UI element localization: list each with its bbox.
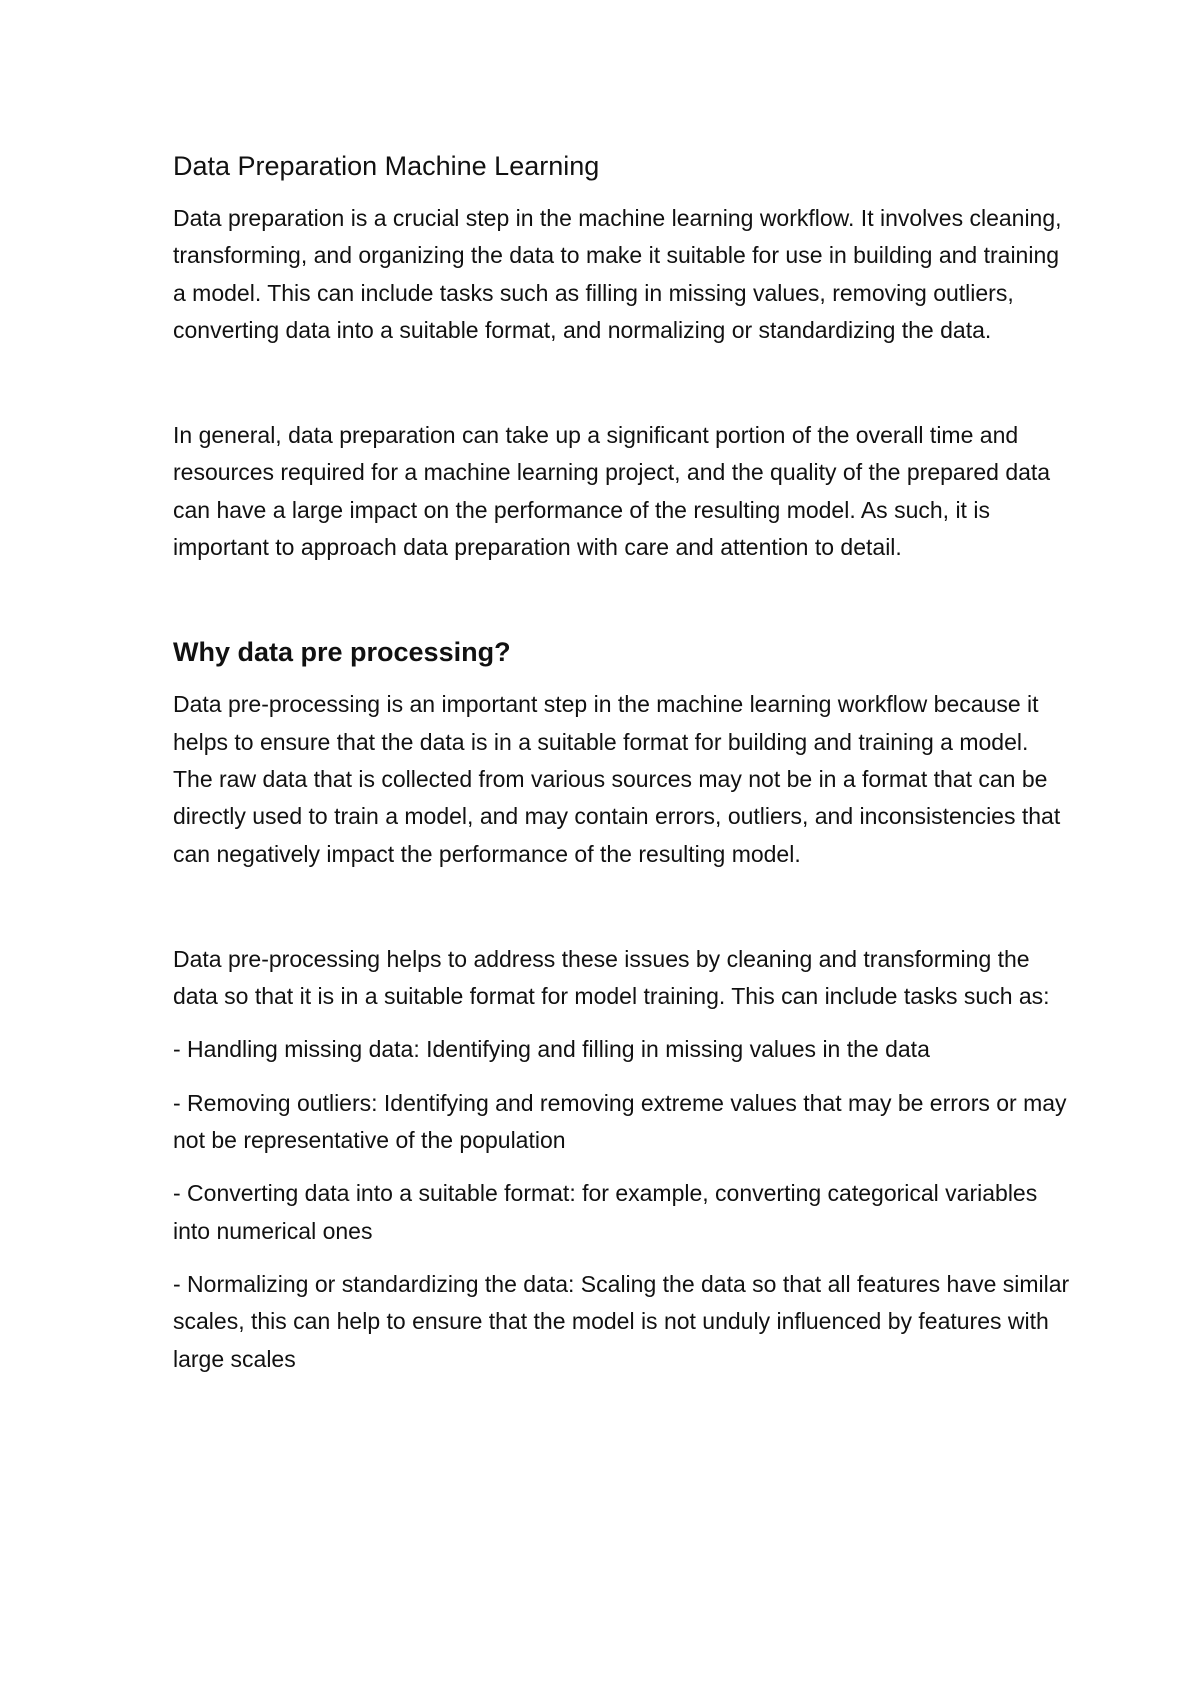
list-item: - Handling missing data: Identifying and filling in missing values in the data	[173, 1036, 930, 1063]
section-heading: Why data pre processing?	[173, 637, 511, 668]
paragraph-spacer	[173, 349, 1073, 417]
section-paragraph-2: Data pre-processing helps to address these issues by cleaning and transforming the data so that it is in a suitable format for model training. This can include tasks such as:	[173, 945, 1050, 1010]
paragraph-spacer	[173, 873, 1073, 941]
section-spacer	[173, 566, 1073, 634]
intro-paragraph-2: In general, data preparation can take up a significant portion of the overall time and resources required for a machine learning project, and the quality of the prepared data can have a large impact on the performance of the resulting model. As such, it is important to approach data preparation with care and attention to detail.	[173, 422, 1051, 561]
list-item: - Normalizing or standardizing the data: Scaling the data so that all features have similar scales, this can help to ensure that the model is not unduly influenced by features with large scales	[173, 1270, 1070, 1372]
section-paragraph-1: Data pre-processing is an important step in the machine learning workflow because it helps to ensure that the data is in a suitable format for building and training a model. The raw data that is collected from various sources may not be in a format that can be directly used to train a model, and may contain errors, outliers, and inconsistencies that can negatively impact the performance of the resulting model.	[173, 691, 1061, 867]
list-item: - Removing outliers: Identifying and removing extreme values that may be errors or may not be representative of the population	[173, 1089, 1067, 1154]
intro-paragraph-1: Data preparation is a crucial step in the machine learning workflow. It involves cleaning, transforming, and organizing the data to make it suitable for use in building and training a model. This can include tasks such as filling in missing values, removing outliers, converting data into a suitable format, and normalizing or standardizing the data.	[173, 205, 1062, 343]
document-page	[173, 148, 1073, 1394]
document-title: Data Preparation Machine Learning	[173, 151, 600, 181]
list-item: - Converting data into a suitable format: for example, converting categorical variables into numerical ones	[173, 1180, 1038, 1244]
